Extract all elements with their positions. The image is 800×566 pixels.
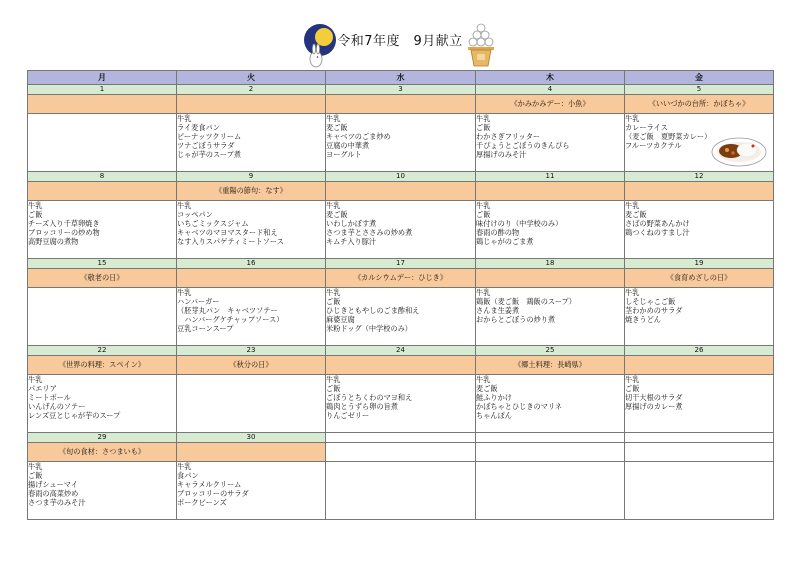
menu-item: 牛乳 [625, 375, 640, 384]
menu-row [28, 114, 774, 172]
menu-cell [326, 462, 476, 520]
menu-cell [177, 288, 326, 346]
menu-item: 牛乳 [326, 201, 341, 210]
date-cell: 2 [177, 85, 326, 95]
menu-item: さばの野菜あんかけ [625, 219, 690, 228]
date-cell: 12 [625, 172, 774, 182]
menu-item: ご飯 [625, 384, 640, 393]
menu-item: キムチ入り豚汁 [326, 237, 377, 246]
menu-item: ピーナッツクリーム [177, 132, 242, 141]
event-cell [326, 356, 476, 375]
menu-item: 牛乳 [625, 201, 640, 210]
menu-item: （胚芽丸パン キャベツソテー [177, 306, 278, 315]
menu-item: ご飯 [476, 210, 491, 219]
menu-item: ミートボール [28, 393, 71, 402]
event-cell [625, 182, 774, 201]
page-title: 令和7年度 9月献立 [337, 34, 463, 49]
event-row [28, 182, 774, 201]
menu-item: 豆腐の中華煮 [326, 141, 370, 150]
event-row [28, 269, 774, 288]
event-row [28, 443, 774, 462]
weekday-header: 水 [326, 71, 476, 85]
event-cell [177, 95, 326, 114]
menu-item: ご飯 [28, 471, 43, 480]
menu-item: 麦ご飯 [326, 210, 348, 219]
date-cell: 29 [28, 433, 177, 443]
menu-item: 牛乳 [177, 462, 192, 471]
date-row [28, 433, 774, 443]
event-row [28, 356, 774, 375]
menu-cell [177, 114, 326, 172]
date-cell: 18 [476, 259, 625, 269]
menu-item: （麦ご飯 夏野菜カレー） [625, 132, 712, 141]
menu-item: キャベツのごま炒め [326, 132, 391, 141]
menu-cell [625, 375, 774, 433]
date-cell: 25 [476, 346, 625, 356]
menu-item: いわしかぼす煮 [326, 219, 377, 228]
menu-item: かぼちゃとひじきのマリネ [476, 402, 563, 411]
menu-item: 牛乳 [28, 462, 43, 471]
menu-row [28, 201, 774, 259]
menu-item: ブロッコリーのサラダ [177, 489, 249, 498]
menu-item: 鮭ふりかけ [476, 393, 512, 402]
menu-item: なす入りスパゲティミートソース [177, 237, 284, 246]
menu-item: パエリア [28, 384, 57, 393]
menu-calendar [27, 70, 774, 520]
curry-rice-illustration [711, 134, 767, 168]
menu-item: 鶏じゃがのごま煮 [476, 237, 534, 246]
date-cell: 24 [326, 346, 476, 356]
event-cell [326, 443, 476, 462]
menu-item: 牛乳 [476, 375, 491, 384]
event-cell: 《重陽の節句：なす》 [177, 182, 326, 201]
menu-item: 厚揚げのみそ汁 [476, 150, 527, 159]
event-cell [177, 443, 326, 462]
menu-item: 牛乳 [177, 201, 192, 210]
menu-item: 牛乳 [177, 288, 192, 297]
menu-item: 牛乳 [625, 288, 640, 297]
menu-item: 麻婆豆腐 [326, 315, 355, 324]
date-cell: 19 [625, 259, 774, 269]
date-cell: 23 [177, 346, 326, 356]
menu-cell [625, 114, 774, 172]
menu-item: 春雨の酢の物 [476, 228, 520, 237]
menu-item: 鶏飯（麦ご飯 鶏飯のスープ） [476, 297, 576, 306]
menu-row [28, 375, 774, 433]
event-cell [28, 95, 177, 114]
menu-item: 茎わかめのサラダ [625, 306, 683, 315]
menu-item: 米粉ドッグ（中学校のみ） [326, 324, 412, 333]
event-cell: 《秋分の日》 [177, 356, 326, 375]
weekday-header: 月 [28, 71, 177, 85]
menu-item: ヨーグルト [326, 150, 362, 159]
menu-item: いんげんのソテー [28, 402, 86, 411]
menu-item: 鶏肉とうずら卵の旨煮 [326, 402, 398, 411]
menu-item: ちゃんぽん [476, 411, 512, 420]
menu-cell [326, 375, 476, 433]
event-cell [476, 269, 625, 288]
date-cell [476, 433, 625, 443]
date-cell: 9 [177, 172, 326, 182]
menu-item: 牛乳 [177, 114, 192, 123]
menu-item: ご飯 [326, 297, 341, 306]
menu-cell [326, 201, 476, 259]
menu-row [28, 288, 774, 346]
menu-item: コッペパン [177, 210, 213, 219]
menu-item: 揚げシューマイ [28, 480, 79, 489]
menu-item: ハンバーガー [177, 297, 220, 306]
menu-cell [476, 462, 625, 520]
menu-item: 食パン [177, 471, 199, 480]
event-cell [326, 182, 476, 201]
menu-item: ひじきともやしのごま酢和え [326, 306, 420, 315]
menu-cell [28, 288, 177, 346]
date-row [28, 259, 774, 269]
menu-item: キャラメルクリーム [177, 480, 242, 489]
weekday-header: 火 [177, 71, 326, 85]
date-cell: 11 [476, 172, 625, 182]
date-cell: 8 [28, 172, 177, 182]
menu-item: カレーライス [625, 123, 668, 132]
menu-cell [326, 288, 476, 346]
page-header [0, 18, 800, 68]
menu-item: 麦ご飯 [326, 123, 348, 132]
menu-cell [177, 375, 326, 433]
event-cell: 《敬老の日》 [28, 269, 177, 288]
menu-cell [28, 114, 177, 172]
menu-item: 牛乳 [326, 375, 341, 384]
menu-item: さんま生姜煮 [476, 306, 520, 315]
date-cell: 30 [177, 433, 326, 443]
menu-item: じゃが芋のスープ煮 [177, 150, 241, 159]
menu-item: わかさぎフリッター [476, 132, 541, 141]
menu-item: 味付けのり（中学校のみ） [476, 219, 563, 228]
menu-item: いちごミックスジャム [177, 219, 249, 228]
date-cell: 15 [28, 259, 177, 269]
menu-cell [28, 375, 177, 433]
menu-item: ブロッコリーの炒め物 [28, 228, 100, 237]
menu-cell [476, 114, 625, 172]
event-cell: 《かみかみデー：小魚》 [476, 95, 625, 114]
date-cell: 22 [28, 346, 177, 356]
date-cell: 26 [625, 346, 774, 356]
menu-item: しそじゃこご飯 [625, 297, 676, 306]
menu-cell [476, 201, 625, 259]
date-cell [326, 433, 476, 443]
menu-item: 豆乳コーンスープ [177, 324, 234, 333]
menu-item: さつま芋のみそ汁 [28, 498, 86, 507]
menu-item: 麦ご飯 [476, 384, 498, 393]
weekday-header: 金 [625, 71, 774, 85]
menu-item: 焼きうどん [625, 315, 661, 324]
event-cell: 《食育めざしの日》 [625, 269, 774, 288]
event-cell: 《世界の料理：スペイン》 [28, 356, 177, 375]
event-cell [28, 182, 177, 201]
menu-cell [28, 462, 177, 520]
menu-cell [625, 462, 774, 520]
menu-item: さつま芋とささみの炒め煮 [326, 228, 413, 237]
menu-item: 牛乳 [326, 288, 341, 297]
event-row [28, 95, 774, 114]
menu-cell [326, 114, 476, 172]
event-cell [625, 356, 774, 375]
menu-item: 鶏つくねのすまし汁 [625, 228, 690, 237]
menu-item: 麦ご飯 [625, 210, 647, 219]
weekday-header: 木 [476, 71, 625, 85]
event-cell: 《カルシウムデー：ひじき》 [326, 269, 476, 288]
menu-cell [177, 462, 326, 520]
tsukimi-dango-illustration [466, 22, 496, 70]
menu-row [28, 462, 774, 520]
menu-cell [28, 201, 177, 259]
menu-item: ご飯 [28, 210, 43, 219]
menu-item: 牛乳 [625, 114, 640, 123]
menu-item: 千ぴょうとごぼうのきんぴら [476, 141, 570, 150]
event-cell [177, 269, 326, 288]
weekday-header-row [28, 71, 774, 85]
menu-item: 切干大根のサラダ [625, 393, 683, 402]
date-cell: 16 [177, 259, 326, 269]
menu-item: 牛乳 [476, 288, 491, 297]
date-row [28, 85, 774, 95]
menu-item: 高野豆腐の煮物 [28, 237, 79, 246]
menu-item: ご飯 [476, 123, 491, 132]
menu-cell [625, 201, 774, 259]
menu-item: フルーツカクテル [625, 141, 682, 150]
menu-item: おからとごぼうの炒り煮 [476, 315, 556, 324]
event-cell [326, 95, 476, 114]
date-cell: 4 [476, 85, 625, 95]
menu-cell [476, 375, 625, 433]
event-cell [625, 443, 774, 462]
menu-item: 厚揚げのカレー煮 [625, 402, 683, 411]
event-cell: 《郷土料理：長崎県》 [476, 356, 625, 375]
menu-item: チーズ入り千草卵焼き [28, 219, 100, 228]
date-row [28, 346, 774, 356]
menu-item: ツナごぼうサラダ [177, 141, 235, 150]
date-cell: 5 [625, 85, 774, 95]
menu-item: 牛乳 [326, 114, 341, 123]
menu-cell [625, 288, 774, 346]
date-cell: 10 [326, 172, 476, 182]
menu-item: 牛乳 [28, 375, 43, 384]
event-cell: 《旬の食材：さつまいも》 [28, 443, 177, 462]
menu-item: ご飯 [326, 384, 341, 393]
menu-item: 牛乳 [476, 201, 491, 210]
date-row [28, 172, 774, 182]
menu-item: ハンバーグケチャップソース） [177, 315, 284, 324]
date-cell: 1 [28, 85, 177, 95]
menu-item: りんごゼリー [326, 411, 370, 420]
menu-item: ごぼうとちくわのマヨ和え [326, 393, 413, 402]
menu-item: 牛乳 [28, 201, 43, 210]
date-cell [625, 433, 774, 443]
date-cell: 17 [326, 259, 476, 269]
menu-item: 春雨の高菜炒め [28, 489, 79, 498]
event-cell [476, 443, 625, 462]
menu-item: キャベツのマヨマスタード和え [177, 228, 278, 237]
date-cell: 3 [326, 85, 476, 95]
menu-item: ライ麦食パン [177, 123, 220, 132]
menu-item: 牛乳 [476, 114, 491, 123]
menu-item: レンズ豆とじゃが芋のスープ [28, 411, 121, 420]
menu-item: ポークビーンズ [177, 498, 227, 507]
event-cell [476, 182, 625, 201]
menu-cell [177, 201, 326, 259]
event-cell: 《いいづかの台所：かぼちゃ》 [625, 95, 774, 114]
menu-cell [476, 288, 625, 346]
